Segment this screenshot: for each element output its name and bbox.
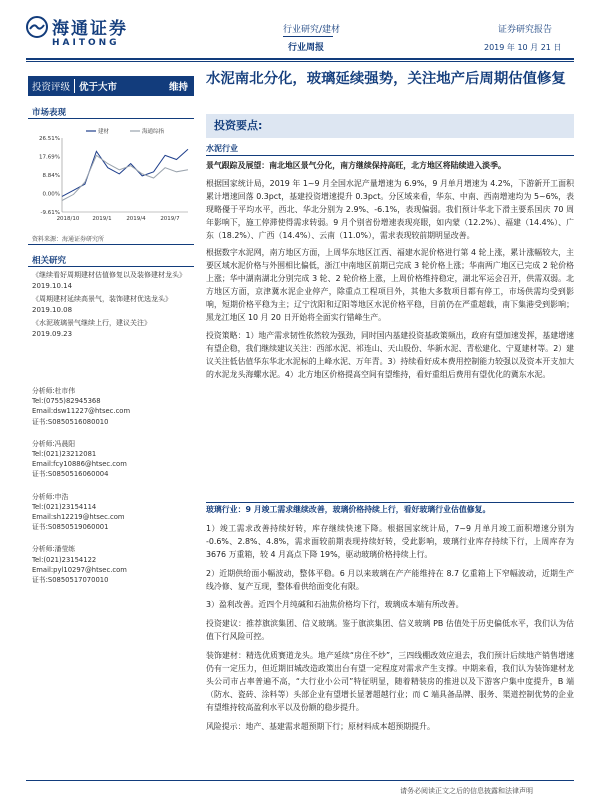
investment-rating bbox=[28, 76, 194, 96]
related-item-title: 《继续看好周期建材估值修复以及装修建材龙头》 bbox=[32, 271, 186, 279]
section-rule bbox=[206, 502, 574, 503]
haitong-logo-icon bbox=[26, 16, 48, 38]
chart-rule bbox=[28, 244, 194, 245]
y-tick-label: 0.00% bbox=[42, 191, 60, 198]
x-tick-label: 2019/4 bbox=[126, 216, 146, 222]
related-rule bbox=[28, 266, 194, 267]
rating-hold: 维持 bbox=[168, 82, 188, 93]
glass-paragraph: 1）竣工需求改善持续好转，库存继续快速下降。根据国家统计局，7~9 月单月竣工面积增速分别为 -0.6%、2.8%、4.8%，需求面较前期表现持续好转，受此影响，玻璃行业库存持续下行，上周库存为 3676 万重箱，较 4 月高点下降 19%，驱动玻璃价格持续上行。 bbox=[206, 523, 574, 559]
glass-paragraph: 2）近期供给面小幅波动，整体平稳。6 月以来玻璃在产产能维持在 8.7 亿重箱上下窄幅波动，近期生产线冷修、复产互现，整体看供给面变化有限。 bbox=[206, 568, 574, 591]
decoration-paragraph: 装饰建材：精选优质赛道龙头。地产延续“房住不炒”，三四线棚改效应退去，我们预计后续地产销售增速仍有一定压力，但近期旧城改造政策出台有望一定程度对需求产生支撑。中期来看，我们认为装饰建材龙头公司市占率普遍不高，“大行业小公司”特征明显，随着精装房的推进以及下游客户集中度提升，B 端（防水、瓷砖、涂料等）头部企业有望增长显著超越行业；而 C 端具备品牌、服务、渠道控制优势的企业有望维持较高盈利水平以及份额的稳步提升。 bbox=[206, 651, 574, 712]
analyst-card bbox=[32, 386, 192, 427]
series-line-0 bbox=[62, 149, 188, 196]
section-rule bbox=[206, 155, 574, 156]
chart-source: 资料来源：海通证券研究所 bbox=[32, 236, 105, 243]
legend-label: 建材 bbox=[98, 129, 110, 135]
related-item-date: 2019.10.14 bbox=[32, 281, 73, 290]
related-item[interactable] bbox=[32, 270, 192, 291]
analyst-card bbox=[32, 492, 192, 533]
page-header bbox=[0, 0, 600, 64]
cement-paragraph: 根据数字水泥网，南方地区方面，上周华东地区江西、福建水泥价格进行第 4 轮上涨，累计涨幅较大，主要区域水泥价格与外围相比偏低，浙江中南地区前期已完成 3 轮价格上涨；华南两广地区已完成 2 轮价格上涨；华中湖南湖北分别完成 3 轮、2 轮价格上涨，上周价格维持稳定，湖北军运会召开，供需双弱。北方地区方面，京津冀水泥企业停产，除重点工程项目外，其他大多数项目都有停工，市场供需均受到影响，短期价格平稳为主；辽宁沈阳和辽阳等地区水泥价格平稳，目前仍在严重超载，南下集港受到影响；黑龙江地区 10 月 20 日开始将全面实行错峰生产。 bbox=[206, 248, 574, 322]
y-tick-label: 8.84% bbox=[42, 173, 60, 179]
cement-lead: 景气跟踪及展望：南北地区景气分化，南方继续保持高旺，北方地区将陆续进入淡季。 bbox=[206, 161, 506, 170]
section-cement-heading: 水泥行业 bbox=[206, 144, 238, 153]
related-item-title: 《周期建材延续高景气，装饰建材优选龙头》 bbox=[32, 295, 172, 303]
report-type: 行业研究/建材 bbox=[283, 25, 341, 35]
report-date: 2019 年 10 月 21 日 bbox=[484, 43, 562, 52]
analyst-cert: 证书:S0850516080010 bbox=[32, 417, 109, 426]
analyst-name: 分析师:杜市伟 bbox=[32, 387, 76, 395]
report-kind: 行业周报 bbox=[288, 43, 325, 53]
analyst-card bbox=[32, 439, 192, 480]
glass-lead: 玻璃行业：9 月竣工需求继续改善，玻璃价格持续上行，看好玻璃行业估值修复。 bbox=[206, 505, 491, 514]
legend-label: 海通综指 bbox=[142, 129, 165, 135]
risk-warning: 风险提示：地产、基建需求超预期下行；原材料成本超预期提升。 bbox=[206, 721, 435, 731]
analyst-email[interactable]: Email:pyl10297@htsec.com bbox=[32, 565, 127, 574]
analyst-tel: Tel:(021)23154122 bbox=[32, 555, 97, 564]
market-title: 市场表现 bbox=[32, 108, 67, 118]
y-tick-label: 26.51% bbox=[39, 136, 60, 142]
glass-section bbox=[206, 504, 574, 740]
related-item[interactable] bbox=[32, 294, 192, 315]
related-item-date: 2019.09.23 bbox=[32, 329, 73, 338]
cement-paragraph: 根据国家统计局，2019 年 1~9 月全国水泥产量增速为 6.9%，9 月单月增速为 4.2%，下游新开工面积累计增速回落 0.3pct，基建投资增速提升 0.3pct。分区域来看，华东、中南、西南增速均为 5~6%，表现略優于平均水平，西北、华北分别为 2.9%、-6.1%，表现偏弱。我们预计华北下滑主要系国庆 70 周年影响下，施工停滞使得需求转弱。9 月个别省份增速表现亮眼，如内蒙（12.2%）、福建（14.4%）、广东（18.2%）、广西（14.4%）、云南（11.0%），需求表现较前期明显改善。 bbox=[206, 178, 574, 240]
related-item-title: 《水泥玻璃景气继续上行，建议关注》 bbox=[32, 319, 151, 327]
y-tick-label: 17.69% bbox=[39, 154, 60, 161]
footer-rule bbox=[26, 780, 574, 781]
logo-chinese: 海通证券 bbox=[52, 19, 128, 39]
cement-section bbox=[206, 160, 574, 387]
glass-paragraph: 3）盈利改善。近四个月纯碱和石油焦价格均下行，玻璃成本端有所改善。 bbox=[206, 600, 464, 610]
related-list bbox=[32, 270, 192, 342]
report-title: 水泥南北分化，玻璃延续强势，关注地产后周期估值修复 bbox=[206, 70, 566, 87]
x-tick-label: 2019/1 bbox=[92, 216, 112, 222]
analyst-cert: 证书:S0850519060001 bbox=[32, 523, 109, 532]
analyst-tel: Tel:(0755)82945368 bbox=[32, 397, 101, 406]
haitong-logo bbox=[26, 14, 136, 58]
logo-english: HAITONG bbox=[52, 38, 120, 48]
footer-disclaimer: 请务必阅读正文之后的信息披露和法律声明 bbox=[400, 787, 533, 795]
analyst-email[interactable]: Email:sh12219@htsec.com bbox=[32, 513, 125, 522]
x-tick-label: 2019/7 bbox=[160, 216, 180, 222]
analyst-card bbox=[32, 544, 192, 585]
market-rule bbox=[28, 118, 194, 119]
analyst-tel: Tel:(021)23154114 bbox=[32, 502, 97, 511]
analyst-name: 分析师:申浩 bbox=[32, 492, 69, 501]
analyst-cert: 证书:S0850516060004 bbox=[32, 470, 109, 479]
related-item[interactable] bbox=[32, 318, 192, 339]
header-rule bbox=[26, 58, 574, 60]
y-tick-label: -9.61% bbox=[40, 210, 60, 216]
analyst-email[interactable]: Email:fcy10886@htsec.com bbox=[32, 460, 127, 469]
rating-value: 优于大市 bbox=[74, 79, 121, 93]
x-tick-label: 2018/10 bbox=[56, 216, 80, 222]
header-rule-thin bbox=[26, 61, 574, 62]
analyst-tel: Tel:(021)23212081 bbox=[32, 450, 97, 459]
analyst-name: 分析师:潘莹练 bbox=[32, 545, 76, 554]
rating-label: 投资评级 bbox=[32, 82, 71, 93]
header-divider bbox=[283, 36, 333, 37]
market-performance-chart bbox=[28, 124, 192, 226]
related-title: 相关研究 bbox=[32, 256, 67, 266]
analyst-name: 分析师:冯晨阳 bbox=[32, 439, 76, 448]
analyst-cert: 证书:S0850517070010 bbox=[32, 576, 109, 585]
glass-investment: 投资建议：推荐旗滨集团、信义玻璃。鉴于旗滨集团、信义玻璃 PB 估值处于历史偏低水平，我们认为估值下行风险可控。 bbox=[206, 619, 574, 642]
analyst-list bbox=[32, 386, 192, 597]
related-item-date: 2019.10.08 bbox=[32, 305, 73, 314]
cement-strategy: 投资策略：1）地产需求韧性依然较为强劲，同时国内基建投资基政策频出，政府有望加速发挥，基建增速有望企稳，我们继续建议关注：西部水泥、祁连山、天山股份、华新水泥、青松建化、宁夏建材等。2）建议关注低估值华东华北水泥标的上峰水泥、万年青。3）持续看好成本费用控制能力较强以及资本开支加大的水泥龙头海螺水泥。4）北方地区价格提高空间有望维持，看好重组后费用有望优化的冀东水泥。 bbox=[206, 330, 574, 379]
key-points-header: 投资要点: bbox=[206, 114, 574, 138]
report-category: 证券研究报告 bbox=[498, 25, 553, 35]
series-line-1 bbox=[62, 155, 188, 200]
analyst-email[interactable]: Email:dsw11227@htsec.com bbox=[32, 407, 131, 416]
